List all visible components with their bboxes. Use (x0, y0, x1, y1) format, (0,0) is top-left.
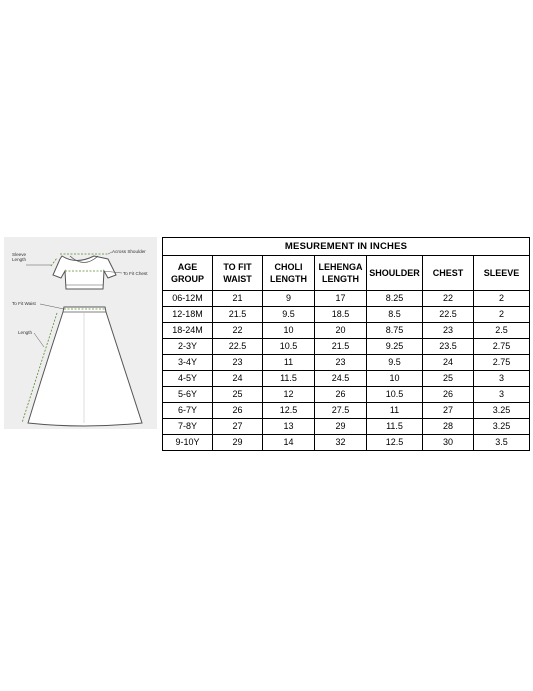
sleeve-length-guide (51, 258, 57, 266)
measurement-cell: 8.75 (367, 323, 423, 339)
measurement-cell: 24 (213, 371, 263, 387)
measurement-cell: 20 (315, 323, 367, 339)
age-group-cell: 2-3Y (163, 339, 213, 355)
measurement-cell: 23 (213, 355, 263, 371)
table-row (163, 355, 530, 371)
age-group-cell: 6-7Y (163, 403, 213, 419)
measurement-cell: 27.5 (315, 403, 367, 419)
table-row (163, 419, 530, 435)
measurement-cell: 9.25 (367, 339, 423, 355)
measurement-cell: 21.5 (315, 339, 367, 355)
table-body (163, 291, 530, 451)
measurement-cell: 23 (423, 323, 474, 339)
measurement-cell: 10.5 (367, 387, 423, 403)
measurement-cell: 2.5 (474, 323, 530, 339)
table-header-row (163, 256, 530, 291)
measurement-cell: 9 (263, 291, 315, 307)
age-group-cell: 3-4Y (163, 355, 213, 371)
measurement-cell: 27 (423, 403, 474, 419)
measurement-cell: 22 (423, 291, 474, 307)
measurement-cell: 3.25 (474, 403, 530, 419)
measurement-cell: 24.5 (315, 371, 367, 387)
measurement-cell: 10 (367, 371, 423, 387)
measurement-cell: 32 (315, 435, 367, 451)
measurement-cell: 27 (213, 419, 263, 435)
size-guide-diagram (4, 237, 157, 429)
measurement-cell: 12 (263, 387, 315, 403)
age-group-cell: 12-18M (163, 307, 213, 323)
table-row (163, 291, 530, 307)
measurement-cell: 13 (263, 419, 315, 435)
measurement-cell: 22.5 (213, 339, 263, 355)
measurement-cell: 21 (213, 291, 263, 307)
measurement-cell: 26 (213, 403, 263, 419)
measurement-cell: 25 (423, 371, 474, 387)
measurement-cell: 17 (315, 291, 367, 307)
column-header: AGE GROUP (163, 256, 213, 291)
choli-outline (53, 256, 116, 289)
to-fit-chest-label: To Fit Chest (123, 271, 148, 276)
measurement-cell: 14 (263, 435, 315, 451)
measurement-cell: 3 (474, 387, 530, 403)
measurement-cell: 21.5 (213, 307, 263, 323)
measurement-cell: 8.25 (367, 291, 423, 307)
table-row (163, 307, 530, 323)
age-group-cell: 9-10Y (163, 435, 213, 451)
measurement-cell: 8.5 (367, 307, 423, 323)
age-group-cell: 18-24M (163, 323, 213, 339)
measurement-cell: 23 (315, 355, 367, 371)
measurement-cell: 9.5 (367, 355, 423, 371)
table-row (163, 387, 530, 403)
measurement-cell: 3.25 (474, 419, 530, 435)
measurement-cell: 2.75 (474, 355, 530, 371)
table-row (163, 403, 530, 419)
measurement-cell: 3 (474, 371, 530, 387)
measurement-cell: 23.5 (423, 339, 474, 355)
measurement-cell: 24 (423, 355, 474, 371)
measurement-cell: 29 (315, 419, 367, 435)
measurement-cell: 11 (367, 403, 423, 419)
sleeve-length-label: Sleeve Length (12, 252, 27, 262)
column-header: SLEEVE (474, 256, 530, 291)
measurement-cell: 10.5 (263, 339, 315, 355)
measurement-cell: 3.5 (474, 435, 530, 451)
length-label: Length (18, 330, 33, 335)
column-header: SHOULDER (367, 256, 423, 291)
measurement-cell: 12.5 (367, 435, 423, 451)
column-header: CHOLI LENGTH (263, 256, 315, 291)
table-row (163, 371, 530, 387)
size-chart-table (162, 237, 530, 451)
measurement-cell: 26 (423, 387, 474, 403)
age-group-cell: 7-8Y (163, 419, 213, 435)
measurement-cell: 2 (474, 307, 530, 323)
lehenga-outline (28, 307, 142, 426)
table-title-row (163, 238, 530, 256)
measurement-cell: 11.5 (263, 371, 315, 387)
measurement-cell: 28 (423, 419, 474, 435)
to-fit-waist-label: To Fit Waist (12, 301, 36, 306)
measurement-cell: 2 (474, 291, 530, 307)
measurement-cell: 26 (315, 387, 367, 403)
measurement-cell: 2.75 (474, 339, 530, 355)
column-header: LEHENGA LENGTH (315, 256, 367, 291)
measurement-cell: 22 (213, 323, 263, 339)
measurement-cell: 18.5 (315, 307, 367, 323)
measurement-cell: 10 (263, 323, 315, 339)
measurement-cell: 22.5 (423, 307, 474, 323)
table-title: MESUREMENT IN INCHES (163, 238, 530, 256)
column-header: CHEST (423, 256, 474, 291)
measurement-cell: 11.5 (367, 419, 423, 435)
table-row (163, 435, 530, 451)
table-row (163, 323, 530, 339)
measurement-cell: 30 (423, 435, 474, 451)
column-header: TO FIT WAIST (213, 256, 263, 291)
measurement-cell: 29 (213, 435, 263, 451)
age-group-cell: 4-5Y (163, 371, 213, 387)
measurement-cell: 12.5 (263, 403, 315, 419)
across-shoulder-label: Across Shoulder (112, 249, 146, 254)
measurement-cell: 11 (263, 355, 315, 371)
age-group-cell: 06-12M (163, 291, 213, 307)
table-row (163, 339, 530, 355)
measurement-cell: 9.5 (263, 307, 315, 323)
measurement-cell: 25 (213, 387, 263, 403)
age-group-cell: 5-6Y (163, 387, 213, 403)
